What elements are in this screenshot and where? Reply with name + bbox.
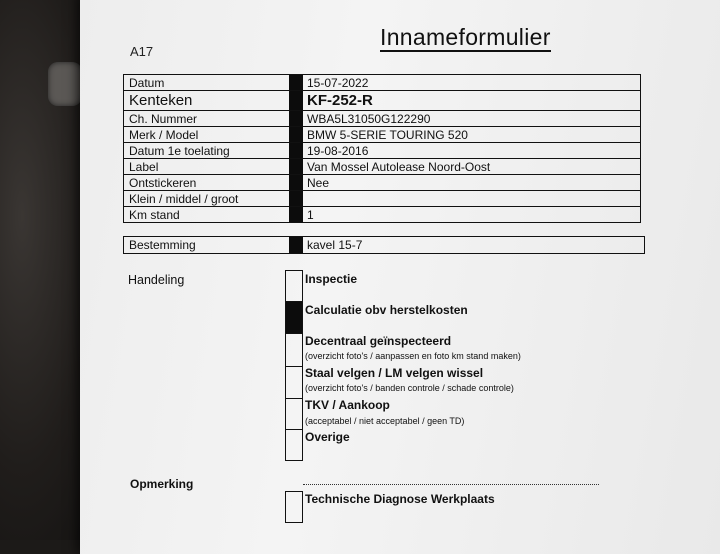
table-row-km-stand bbox=[124, 207, 640, 223]
row-marker bbox=[289, 143, 303, 158]
option-decentraal-title: Decentraal geïnspecteerd bbox=[305, 334, 452, 348]
row-label: Ontstickeren bbox=[129, 175, 197, 190]
table-row-merk-model bbox=[124, 127, 640, 143]
table-row-chassis bbox=[124, 111, 640, 127]
option-inspectie-title: Inspectie bbox=[305, 272, 358, 286]
form-title: Innameformulier bbox=[380, 24, 551, 50]
row-label: Km stand bbox=[129, 207, 180, 222]
checkbox-tkv[interactable] bbox=[285, 398, 303, 430]
option-tkv-title: TKV / Aankoop bbox=[305, 398, 390, 412]
table-row-grootte bbox=[124, 191, 640, 207]
row-label: Merk / Model bbox=[129, 127, 199, 142]
destination-value: kavel 15-7 bbox=[307, 238, 363, 252]
row-marker bbox=[289, 191, 303, 206]
row-value: Van Mossel Autolease Noord-Oost bbox=[307, 159, 491, 174]
option-velgen-title: Staal velgen / LM velgen wissel bbox=[305, 366, 484, 380]
option-decentraal-sub: (overzicht foto's / aanpassen en foto km stand maken) bbox=[305, 351, 521, 361]
checkbox-decentraal[interactable] bbox=[285, 333, 303, 367]
row-label: Datum 1e toelating bbox=[129, 143, 230, 158]
row-marker bbox=[289, 237, 303, 253]
row-value: Nee bbox=[307, 175, 330, 190]
row-value: BMW 5-SERIE TOURING 520 bbox=[307, 127, 468, 142]
option-overige-title: Overige bbox=[305, 430, 350, 444]
option-technische-diagnose-title: Technische Diagnose Werkplaats bbox=[305, 492, 495, 506]
table-row-toelating bbox=[124, 143, 640, 159]
row-label: Ch. Nummer bbox=[129, 111, 198, 126]
table-row-ontstickeren bbox=[124, 175, 640, 191]
row-marker bbox=[289, 159, 303, 174]
checkbox-velgen[interactable] bbox=[285, 366, 303, 399]
opmerking-line bbox=[303, 484, 599, 485]
checkbox-technische-diagnose[interactable] bbox=[285, 491, 303, 523]
handeling-label: Handeling bbox=[128, 273, 185, 287]
vehicle-table bbox=[123, 74, 641, 223]
option-tkv-sub: (acceptabel / niet acceptabel / geen TD) bbox=[305, 416, 465, 426]
destination-label: Bestemming bbox=[129, 238, 196, 252]
row-marker bbox=[289, 91, 303, 110]
row-label: Klein / middel / groot bbox=[129, 191, 239, 206]
row-value: 1 bbox=[307, 207, 314, 222]
row-value: WBA5L31050G122290 bbox=[307, 111, 431, 126]
row-label: Label bbox=[129, 159, 159, 174]
row-label: Kenteken bbox=[129, 92, 193, 109]
option-velgen-sub: (overzicht foto's / banden controle / schade controle) bbox=[305, 383, 514, 393]
checkbox-overige[interactable] bbox=[285, 429, 303, 461]
table-row-datum bbox=[124, 75, 640, 91]
table-row-label bbox=[124, 159, 640, 175]
checkbox-inspectie[interactable] bbox=[285, 270, 303, 302]
opmerking-label: Opmerking bbox=[130, 477, 194, 491]
row-marker bbox=[289, 111, 303, 126]
form-code: A17 bbox=[130, 44, 154, 59]
background-object bbox=[48, 62, 82, 106]
row-marker bbox=[289, 175, 303, 190]
row-label: Datum bbox=[129, 75, 165, 90]
row-marker bbox=[289, 127, 303, 142]
option-calculatie-title: Calculatie obv herstelkosten bbox=[305, 303, 468, 317]
row-marker bbox=[289, 207, 303, 222]
row-value: 15-07-2022 bbox=[307, 75, 369, 90]
table-row-kenteken bbox=[124, 91, 640, 111]
row-value: 19-08-2016 bbox=[307, 143, 369, 158]
row-value: KF-252-R bbox=[307, 92, 373, 109]
destination-row bbox=[123, 236, 645, 254]
row-marker bbox=[289, 75, 303, 90]
checkbox-calculatie[interactable] bbox=[285, 301, 303, 334]
